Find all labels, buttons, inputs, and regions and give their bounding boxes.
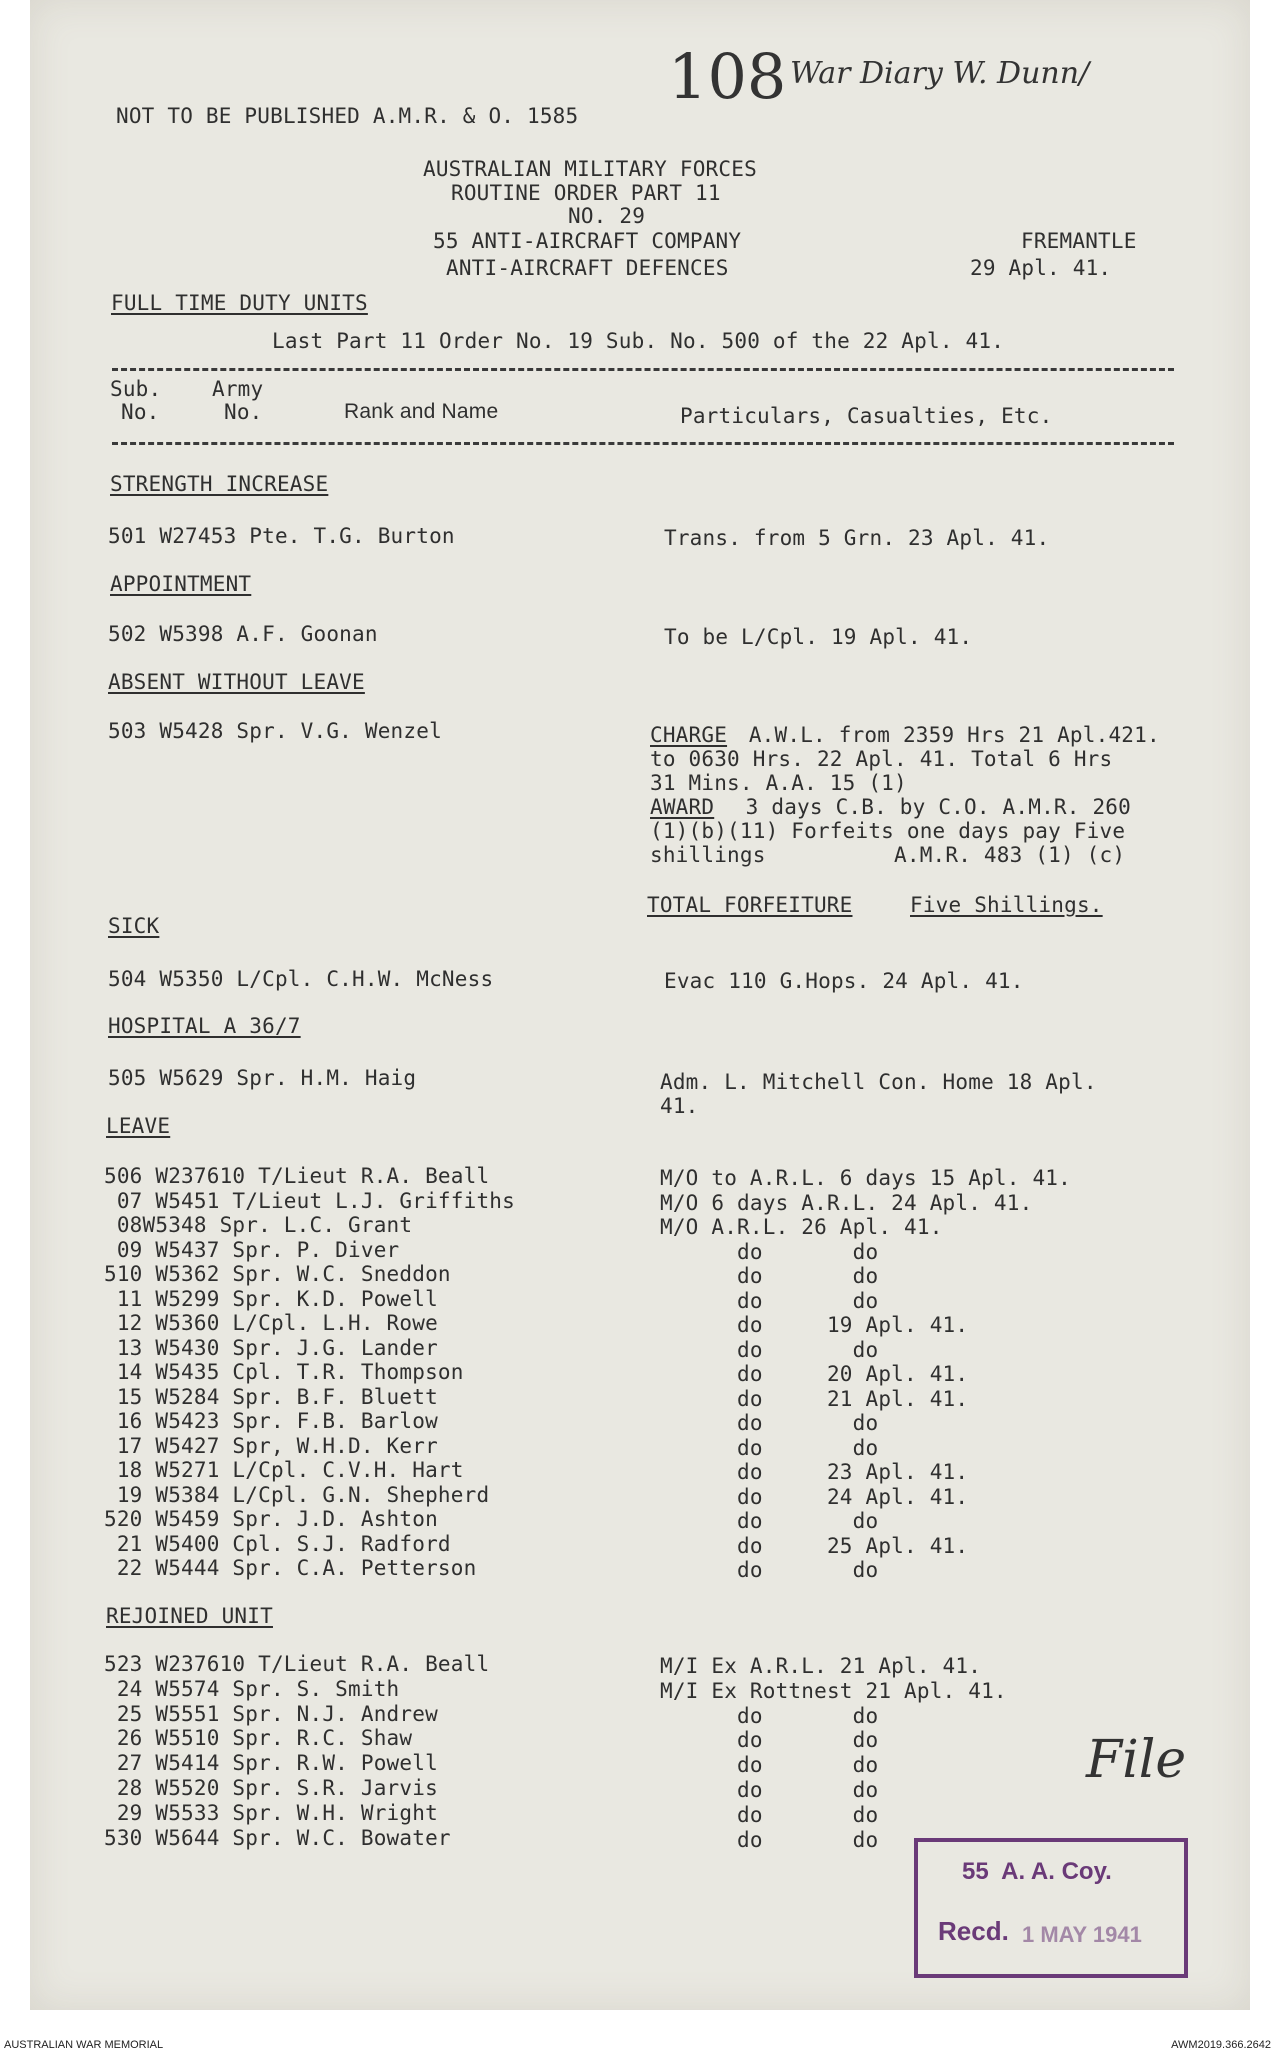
leave-row-detail: do 24 Apl. 41.	[660, 1484, 969, 1509]
leave-row-name: 18 W5271 L/Cpl. C.V.H. Hart	[104, 1458, 464, 1482]
rejoined-row-name: 24 W5574 Spr. S. Smith	[104, 1676, 400, 1701]
strength-increase-heading: STRENGTH INCREASE	[110, 472, 329, 496]
rejoined-row-detail: do do	[660, 1802, 879, 1827]
divider-bottom	[112, 442, 1174, 445]
handwritten-war-diary-note: War Diary W. Dunn/	[790, 56, 1090, 91]
leave-row-detail: do 25 Apl. 41.	[660, 1533, 969, 1558]
col-particulars: Particulars, Casualties, Etc.	[680, 404, 1053, 428]
col-rank-name: Rank and Name	[344, 400, 499, 423]
leave-row-detail: do 23 Apl. 41.	[660, 1460, 969, 1484]
leave-row-detail: do do	[660, 1411, 879, 1435]
strength-entry: 501 W27453 Pte. T.G. Burton	[108, 524, 455, 548]
divider-top	[112, 368, 1174, 371]
awl-heading: ABSENT WITHOUT LEAVE	[108, 670, 365, 694]
leave-row-name: 14 W5435 Cpl. T.R. Thompson	[104, 1360, 464, 1384]
leave-row-detail: M/O 6 days A.R.L. 24 Apl. 41.	[660, 1190, 1033, 1215]
sick-heading: SICK	[108, 914, 160, 938]
leave-row-detail: do do	[660, 1558, 879, 1582]
rejoined-row-name: 523 W237610 T/Lieut R.A. Beall	[104, 1652, 490, 1676]
footer-accession: AWM2019.366.2642	[1171, 2039, 1271, 2051]
rejoined-row-name: 530 W5644 Spr. W.C. Bowater	[104, 1825, 451, 1850]
leave-row-detail: do do	[660, 1239, 879, 1264]
leave-row-name: 13 W5430 Spr. J.G. Lander	[104, 1335, 438, 1360]
col-sub-no: No.	[121, 400, 160, 424]
leave-row-name: 510 W5362 Spr. W.C. Sneddon	[104, 1262, 451, 1286]
header-line-4: 55 ANTI-AIRCRAFT COMPANY	[433, 229, 742, 253]
awl-award-label: AWARD	[650, 795, 715, 819]
leave-row-name: 520 W5459 Spr. J.D. Ashton	[104, 1507, 438, 1531]
leave-row-name: 17 W5427 Spr, W.H.D. Kerr	[104, 1433, 438, 1458]
sick-detail: Evac 110 G.Hops. 24 Apl. 41.	[664, 969, 1024, 993]
rejoined-row-detail: do do	[660, 1753, 879, 1778]
hospital-heading: HOSPITAL A 36/7	[108, 1014, 301, 1038]
leave-row-detail: do do	[660, 1509, 879, 1533]
awl-charge-line3: 31 Mins. A.A. 15 (1)	[650, 771, 907, 795]
sick-entry: 504 W5350 L/Cpl. C.H.W. McNess	[108, 967, 494, 991]
col-sub: Sub.	[110, 377, 162, 401]
order-date: 29 Apl. 41.	[970, 256, 1112, 280]
leave-row-detail: do 20 Apl. 41.	[660, 1362, 969, 1386]
awl-charge-line1: A.W.L. from 2359 Hrs 21 Apl.421.	[736, 723, 1160, 747]
leave-row-name: 22 W5444 Spr. C.A. Petterson	[104, 1556, 477, 1580]
rejoined-row-detail: M/I Ex Rottnest 21 Apl. 41.	[660, 1678, 1007, 1703]
full-time-duty-heading: FULL TIME DUTY UNITS	[111, 291, 368, 315]
header-line-2: ROUTINE ORDER PART 11	[451, 181, 721, 205]
header-line-3: NO. 29	[568, 204, 646, 228]
leave-row-detail: do do	[660, 1435, 879, 1460]
awl-charge-label: CHARGE	[650, 723, 728, 747]
leave-row-name: 21 W5400 Cpl. S.J. Radford	[104, 1531, 451, 1556]
leave-row-name: 19 W5384 L/Cpl. G.N. Shepherd	[104, 1482, 490, 1507]
leave-heading: LEAVE	[106, 1114, 171, 1138]
rejoined-row-name: 28 W5520 Spr. S.R. Jarvis	[104, 1776, 438, 1800]
leave-row-detail: do 21 Apl. 41.	[660, 1386, 969, 1411]
leave-row-name: 07 W5451 T/Lieut L.J. Griffiths	[104, 1188, 515, 1213]
total-forfeiture-label: TOTAL FORFEITURE	[647, 893, 853, 917]
rejoined-row-name: 29 W5533 Spr. W.H. Wright	[104, 1800, 438, 1825]
last-order-line: Last Part 11 Order No. 19 Sub. No. 500 of the 22 Apl. 41.	[272, 329, 1005, 353]
col-army: Army	[212, 377, 264, 401]
awl-entry: 503 W5428 Spr. V.G. Wenzel	[108, 719, 442, 743]
awl-charge-line2: to 0630 Hrs. 22 Apl. 41. Total 6 Hrs	[650, 747, 1113, 771]
leave-row-detail: do do	[660, 1288, 879, 1313]
hospital-detail-1: Adm. L. Mitchell Con. Home 18 Apl.	[660, 1070, 1097, 1094]
leave-row-name: 506 W237610 T/Lieut R.A. Beall	[104, 1164, 490, 1188]
leave-row-name: 15 W5284 Spr. B.F. Bluett	[104, 1384, 438, 1409]
rejoined-row-detail: do do	[660, 1827, 879, 1852]
stamp-recd: Recd.	[938, 1916, 1009, 1946]
hospital-entry: 505 W5629 Spr. H.M. Haig	[108, 1066, 417, 1090]
handwritten-number: 108	[668, 40, 787, 113]
stamp-date: 1 MAY 1941	[1022, 1922, 1142, 1947]
not-published-line: NOT TO BE PUBLISHED A.M.R. & O. 1585	[116, 104, 579, 128]
leave-row-detail: do do	[660, 1264, 879, 1288]
appointment-entry: 502 W5398 A.F. Goonan	[108, 622, 378, 646]
header-line-1: AUSTRALIAN MILITARY FORCES	[423, 157, 757, 181]
leave-row-name: 12 W5360 L/Cpl. L.H. Rowe	[104, 1311, 438, 1335]
rejoined-row-name: 26 W5510 Spr. R.C. Shaw	[104, 1726, 413, 1751]
rejoined-row-name: 27 W5414 Spr. R.W. Powell	[104, 1751, 438, 1776]
leave-row-name: 08W5348 Spr. L.C. Grant	[104, 1213, 413, 1237]
leave-row-detail: do do	[660, 1337, 879, 1362]
rejoined-row-name: 25 W5551 Spr. N.J. Andrew	[104, 1701, 438, 1726]
hospital-detail-2: 41.	[660, 1094, 699, 1118]
rejoined-row-detail: do do	[660, 1728, 879, 1753]
total-forfeiture-value: Five Shillings.	[910, 893, 1103, 917]
header-line-5: ANTI-AIRCRAFT DEFENCES	[446, 256, 729, 280]
rejoined-row-detail: do do	[660, 1778, 879, 1802]
rejoined-heading: REJOINED UNIT	[106, 1604, 273, 1628]
strength-detail: Trans. from 5 Grn. 23 Apl. 41.	[664, 526, 1050, 550]
leave-row-name: 09 W5437 Spr. P. Diver	[104, 1237, 400, 1262]
leave-row-name: 16 W5423 Spr. F.B. Barlow	[104, 1409, 438, 1433]
handwritten-signature: File	[1086, 1730, 1187, 1790]
appointment-heading: APPOINTMENT	[110, 572, 252, 596]
stamp-unit: 55 A. A. Coy.	[962, 1858, 1112, 1885]
received-stamp	[914, 1838, 1188, 1978]
rejoined-row-detail: M/I Ex A.R.L. 21 Apl. 41.	[660, 1654, 982, 1678]
appointment-detail: To be L/Cpl. 19 Apl. 41.	[664, 625, 973, 649]
rejoined-row-detail: do do	[660, 1703, 879, 1728]
place: FREMANTLE	[1021, 229, 1137, 253]
leave-row-detail: M/O to A.R.L. 6 days 15 Apl. 41.	[660, 1166, 1071, 1190]
awl-award-line1: 3 days C.B. by C.O. A.M.R. 260	[720, 795, 1131, 819]
awl-award-line3: shillings A.M.R. 483 (1) (c)	[650, 843, 1126, 867]
leave-row-detail: M/O A.R.L. 26 Apl. 41.	[660, 1215, 943, 1239]
footer-credit: AUSTRALIAN WAR MEMORIAL	[4, 2039, 164, 2051]
footer	[0, 2036, 1277, 2061]
leave-row-detail: do 19 Apl. 41.	[660, 1313, 969, 1337]
leave-row-name: 11 W5299 Spr. K.D. Powell	[104, 1286, 438, 1311]
awl-award-line2: (1)(b)(11) Forfeits one days pay Five	[650, 819, 1126, 843]
col-army-no: No.	[224, 400, 263, 424]
